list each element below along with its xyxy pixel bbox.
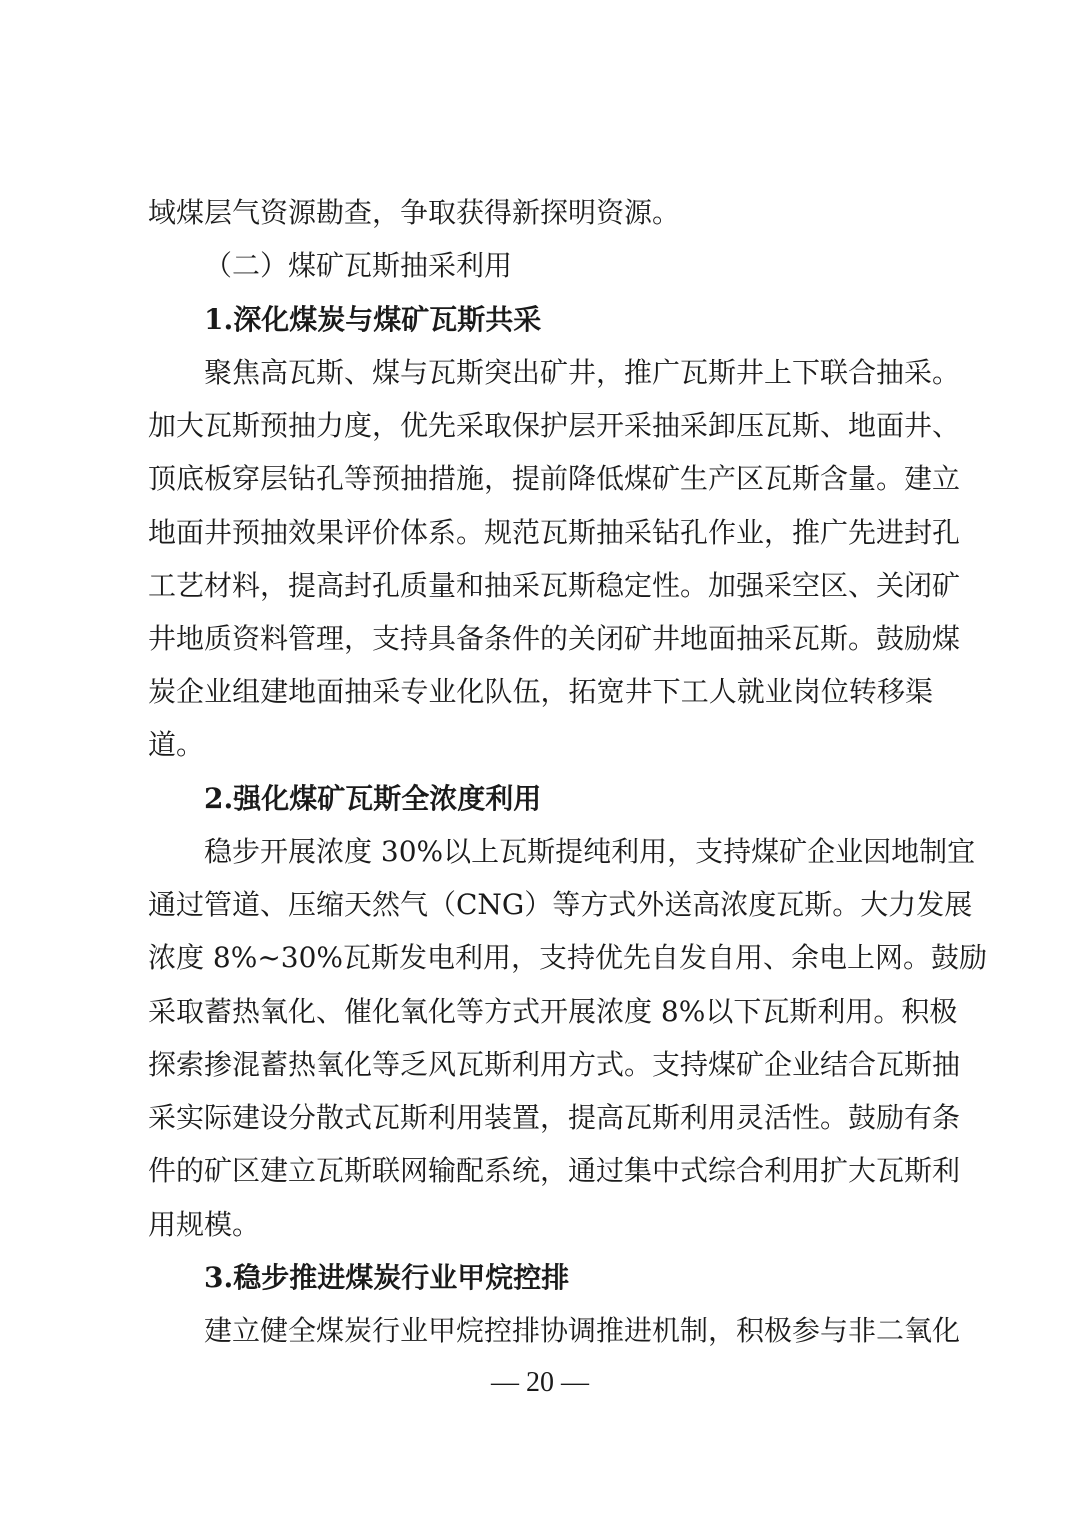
text-line: 工艺材料，提高封孔质量和抽采瓦斯稳定性。加强采空区、关闭矿	[148, 569, 961, 602]
text-line: 道。	[148, 728, 205, 761]
subsection-heading: 1.深化煤炭与煤矿瓦斯共采	[204, 303, 542, 336]
text-line: 建立健全煤炭行业甲烷控排协调推进机制，积极参与非二氧化	[204, 1314, 961, 1347]
text-line: 探索掺混蓄热氧化等乏风瓦斯利用方式。支持煤矿企业结合瓦斯抽	[148, 1048, 961, 1081]
text-line: 用规模。	[148, 1208, 261, 1241]
text-line: 通过管道、压缩天然气（CNG）等方式外送高浓度瓦斯。大力发展	[148, 888, 973, 921]
text-line: 件的矿区建立瓦斯联网输配系统，通过集中式综合利用扩大瓦斯利	[148, 1154, 961, 1187]
text-line: 顶底板穿层钻孔等预抽措施，提前降低煤矿生产区瓦斯含量。建立	[148, 462, 961, 495]
text-line: 地面井预抽效果评价体系。规范瓦斯抽采钻孔作业，推广先进封孔	[148, 516, 961, 549]
text-line: 域煤层气资源勘查，争取获得新探明资源。	[148, 196, 681, 229]
text-line: 聚焦高瓦斯、煤与瓦斯突出矿井，推广瓦斯井上下联合抽采。	[204, 356, 961, 389]
text-line: 采实际建设分散式瓦斯利用装置，提高瓦斯利用灵活性。鼓励有条	[148, 1101, 961, 1134]
text-line: 采取蓄热氧化、催化氧化等方式开展浓度 8%以下瓦斯利用。积极	[148, 995, 958, 1028]
text-line: 井地质资料管理，支持具备条件的关闭矿井地面抽采瓦斯。鼓励煤	[148, 622, 961, 655]
page-number: — 20 —	[491, 1367, 589, 1398]
subsection-heading: 3.稳步推进煤炭行业甲烷控排	[204, 1261, 570, 1294]
subsection-heading: 2.强化煤矿瓦斯全浓度利用	[204, 782, 542, 815]
text-line: 加大瓦斯预抽力度，优先采取保护层开采抽采卸压瓦斯、地面井、	[148, 409, 961, 442]
text-line: 浓度 8%~30%瓦斯发电利用，支持优先自发自用、余电上网。鼓励	[148, 941, 988, 974]
text-line: 炭企业组建地面抽采专业化队伍，拓宽井下工人就业岗位转移渠	[148, 675, 933, 708]
section-title: （二）煤矿瓦斯抽采利用	[204, 249, 513, 282]
text-line: 稳步开展浓度 30%以上瓦斯提纯利用，支持煤矿企业因地制宜	[204, 835, 976, 868]
